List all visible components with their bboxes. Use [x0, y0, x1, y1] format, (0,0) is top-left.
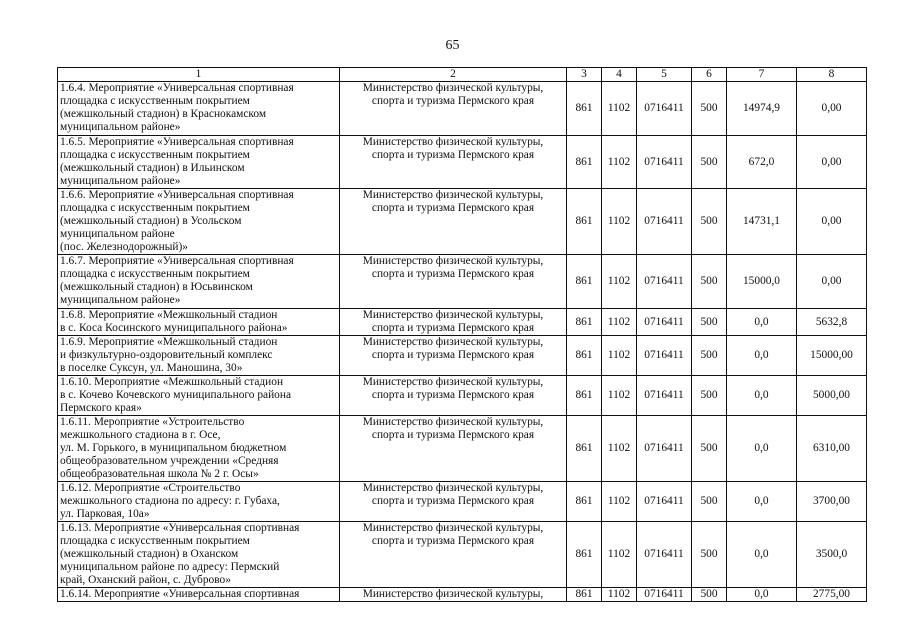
column-header: 3: [567, 68, 602, 82]
column-header: 8: [797, 68, 867, 82]
code-cell: 0716411: [637, 336, 692, 376]
event-name-cell: 1.6.8. Мероприятие «Межшкольный стадион в с. Коса Косинского муниципального района»: [58, 309, 340, 336]
code-cell: 861: [567, 416, 602, 482]
event-name-cell: 1.6.12. Мероприятие «Строительство межшкольного стадиона по адресу: г. Губаха, ул. Парковая, 10а»: [58, 482, 340, 522]
code-cell: 0716411: [637, 82, 692, 136]
page-number: 65: [445, 38, 460, 53]
code-cell: 500: [692, 336, 727, 376]
column-header: 5: [637, 68, 692, 82]
amount-cell: 0,00: [797, 82, 867, 136]
table-row: [58, 82, 867, 136]
amount-cell: 0,0: [727, 416, 797, 482]
amount-cell: 0,00: [797, 255, 867, 309]
code-cell: 500: [692, 376, 727, 416]
ministry-cell: Министерство физической культуры, спорта и туризма Пермского края: [340, 189, 567, 255]
code-cell: 500: [692, 482, 727, 522]
ministry-cell: Министерство физической культуры, спорта и туризма Пермского края: [340, 482, 567, 522]
amount-cell: 0,0: [727, 376, 797, 416]
ministry-cell: Министерство физической культуры,: [340, 588, 567, 602]
event-name-cell: 1.6.13. Мероприятие «Универсальная спортивная площадка с искусственным покрытием (межшкольный стадион) в Оханском муниципальном районе по адресу: Пермский край, Оханский район, с. Дуброво»: [58, 522, 340, 588]
amount-cell: 0,0: [727, 522, 797, 588]
code-cell: 1102: [602, 189, 637, 255]
column-header: 2: [340, 68, 567, 82]
amount-cell: 0,00: [797, 136, 867, 189]
amount-cell: 0,0: [727, 336, 797, 376]
event-name-cell: 1.6.14. Мероприятие «Универсальная спортивная: [58, 588, 340, 602]
code-cell: 1102: [602, 416, 637, 482]
amount-cell: 0,0: [727, 482, 797, 522]
code-cell: 0716411: [637, 309, 692, 336]
event-name-cell: 1.6.7. Мероприятие «Универсальная спортивная площадка с искусственным покрытием (межшкольный стадион) в Юсьвинском муниципальном районе»: [58, 255, 340, 309]
code-cell: 1102: [602, 336, 637, 376]
event-name-cell: 1.6.10. Мероприятие «Межшкольный стадион в с. Кочево Кочевского муниципального района Пермского края»: [58, 376, 340, 416]
code-cell: 0716411: [637, 416, 692, 482]
code-cell: 1102: [602, 255, 637, 309]
code-cell: 1102: [602, 588, 637, 602]
code-cell: 1102: [602, 136, 637, 189]
ministry-cell: Министерство физической культуры, спорта и туризма Пермского края: [340, 376, 567, 416]
code-cell: 500: [692, 522, 727, 588]
code-cell: 0716411: [637, 588, 692, 602]
ministry-cell: Министерство физической культуры, спорта и туризма Пермского края: [340, 255, 567, 309]
code-cell: 861: [567, 136, 602, 189]
code-cell: 861: [567, 522, 602, 588]
code-cell: 500: [692, 309, 727, 336]
table-row: [58, 136, 867, 189]
event-name-cell: 1.6.5. Мероприятие «Универсальная спортивная площадка с искусственным покрытием (межшкольный стадион) в Ильинском муниципальном районе»: [58, 136, 340, 189]
amount-cell: 15000,0: [727, 255, 797, 309]
code-cell: 500: [692, 588, 727, 602]
amount-cell: 6310,00: [797, 416, 867, 482]
ministry-cell: Министерство физической культуры, спорта и туризма Пермского края: [340, 522, 567, 588]
amount-cell: 672,0: [727, 136, 797, 189]
column-header: 4: [602, 68, 637, 82]
ministry-cell: Министерство физической культуры, спорта и туризма Пермского края: [340, 309, 567, 336]
code-cell: 861: [567, 482, 602, 522]
table-row: [58, 416, 867, 482]
event-name-cell: 1.6.9. Мероприятие «Межшкольный стадион и физкультурно-оздоровительный комплекс в поселке Суксун, ул. Маношина, 30»: [58, 336, 340, 376]
table-row: [58, 189, 867, 255]
ministry-cell: Министерство физической культуры, спорта и туризма Пермского края: [340, 416, 567, 482]
code-cell: 0716411: [637, 255, 692, 309]
code-cell: 500: [692, 416, 727, 482]
column-header: 1: [58, 68, 340, 82]
code-cell: 1102: [602, 82, 637, 136]
code-cell: 0716411: [637, 522, 692, 588]
column-number-row: [58, 68, 867, 82]
code-cell: 0716411: [637, 136, 692, 189]
table-row: [58, 482, 867, 522]
amount-cell: 5000,00: [797, 376, 867, 416]
event-name-cell: 1.6.4. Мероприятие «Универсальная спортивная площадка с искусственным покрытием (межшкольный стадион) в Краснокамском муниципальном районе»: [58, 82, 340, 136]
column-header: 7: [727, 68, 797, 82]
code-cell: 1102: [602, 376, 637, 416]
amount-cell: 2775,00: [797, 588, 867, 602]
code-cell: 1102: [602, 482, 637, 522]
code-cell: 0716411: [637, 482, 692, 522]
table-row: [58, 588, 867, 602]
amount-cell: 3500,0: [797, 522, 867, 588]
ministry-cell: Министерство физической культуры, спорта и туризма Пермского края: [340, 136, 567, 189]
code-cell: 861: [567, 255, 602, 309]
code-cell: 861: [567, 336, 602, 376]
amount-cell: 5632,8: [797, 309, 867, 336]
code-cell: 0716411: [637, 376, 692, 416]
column-header: 6: [692, 68, 727, 82]
code-cell: 500: [692, 189, 727, 255]
event-name-cell: 1.6.11. Мероприятие «Устроительство межшкольного стадиона в г. Осе, ул. М. Горького, в муниципальном бюджетном общеобразовательном учреждении «Средняя общеобразовательная школа № 2 г. Осы»: [58, 416, 340, 482]
amount-cell: 14974,9: [727, 82, 797, 136]
ministry-cell: Министерство физической культуры, спорта и туризма Пермского края: [340, 82, 567, 136]
code-cell: 861: [567, 82, 602, 136]
table-row: [58, 522, 867, 588]
amount-cell: 15000,00: [797, 336, 867, 376]
amount-cell: 0,00: [797, 189, 867, 255]
amount-cell: 14731,1: [727, 189, 797, 255]
amount-cell: 0,0: [727, 309, 797, 336]
table-row: [58, 255, 867, 309]
code-cell: 861: [567, 189, 602, 255]
code-cell: 500: [692, 136, 727, 189]
code-cell: 1102: [602, 309, 637, 336]
code-cell: 861: [567, 309, 602, 336]
amount-cell: 0,0: [727, 588, 797, 602]
code-cell: 500: [692, 82, 727, 136]
code-cell: 1102: [602, 522, 637, 588]
amount-cell: 3700,00: [797, 482, 867, 522]
event-name-cell: 1.6.6. Мероприятие «Универсальная спортивная площадка с искусственным покрытием (межшкольный стадион) в Усольском муниципальном районе (пос. Железнодорожный)»: [58, 189, 340, 255]
budget-table: [57, 67, 867, 602]
table-row: [58, 309, 867, 336]
code-cell: 0716411: [637, 189, 692, 255]
table-row: [58, 376, 867, 416]
code-cell: 861: [567, 588, 602, 602]
code-cell: 861: [567, 376, 602, 416]
ministry-cell: Министерство физической культуры, спорта и туризма Пермского края: [340, 336, 567, 376]
code-cell: 500: [692, 255, 727, 309]
table-row: [58, 336, 867, 376]
